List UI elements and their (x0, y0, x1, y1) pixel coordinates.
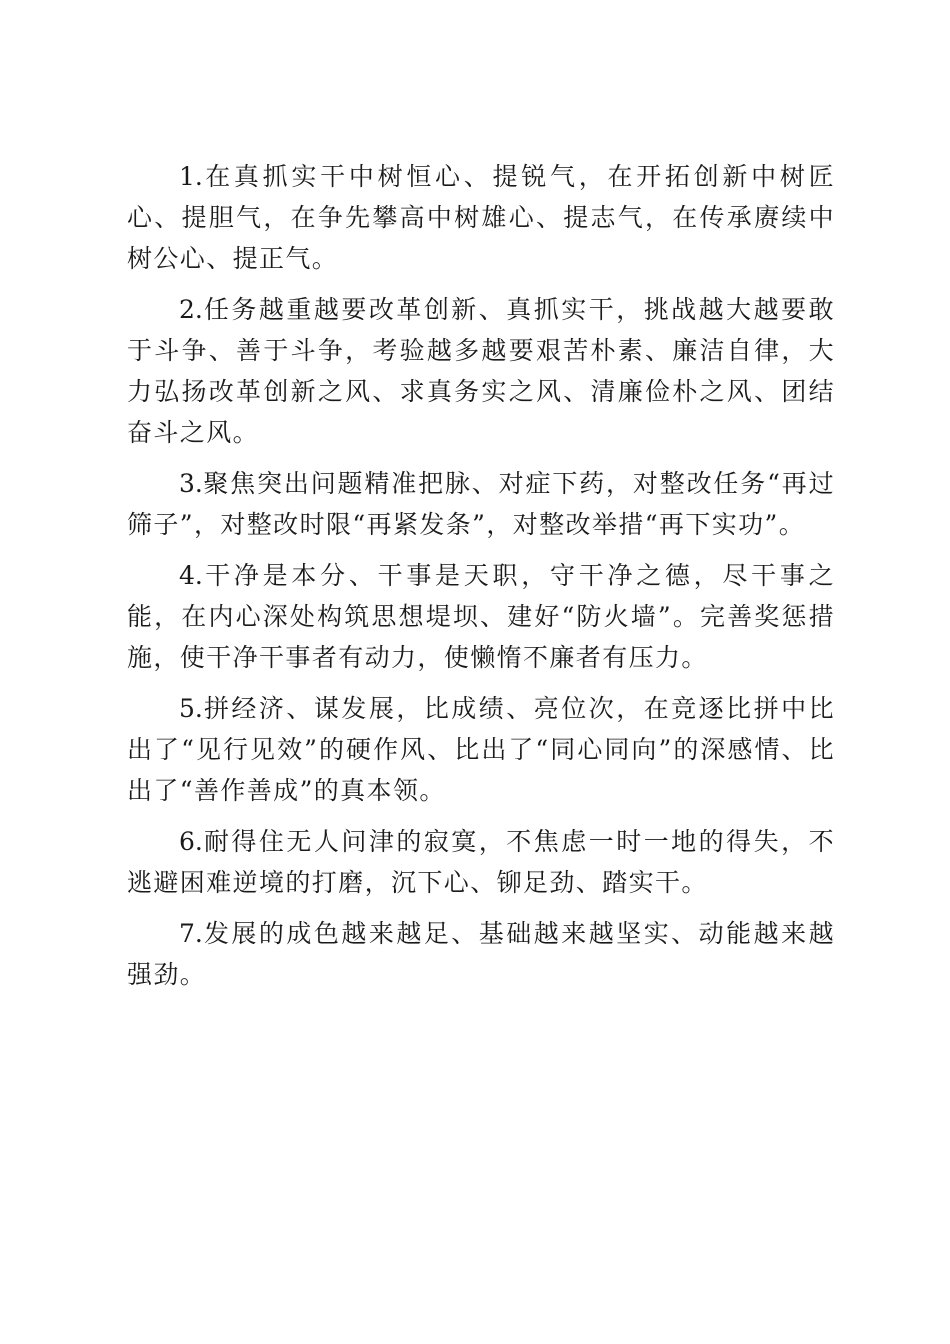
paragraph-text: 耐得住无人问津的寂寞，不焦虑一时一地的得失，不逃避困难逆境的打磨，沉下心、铆足劲、踏实干。 (127, 827, 835, 897)
paragraph-text: 聚焦突出问题精准把脉、对症下药，对整改任务“再过筛子”，对整改时限“再紧发条”，对整改举措“再下实功”。 (127, 469, 835, 539)
paragraph-3 (127, 463, 835, 545)
paragraph-text: 发展的成色越来越足、基础越来越坚实、动能越来越强劲。 (127, 919, 835, 989)
paragraph-text: 干净是本分、干事是天职，守干净之德，尽干事之能，在内心深处构筑思想堤坝、建好“防火墙”。完善奖惩措施，使干净干事者有动力，使懒惰不廉者有压力。 (127, 561, 835, 672)
paragraph-text: 在真抓实干中树恒心、提锐气，在开拓创新中树匠心、提胆气，在争先攀高中树雄心、提志气，在传承赓续中树公心、提正气。 (127, 162, 835, 273)
paragraph-text: 任务越重越要改革创新、真抓实干，挑战越大越要敢于斗争、善于斗争，考验越多越要艰苦朴素、廉洁自律，大力弘扬改革创新之风、求真务实之风、清廉俭朴之风、团结奋斗之风。 (127, 295, 835, 447)
paragraph-number: 2. (179, 295, 203, 324)
paragraph-text: 拼经济、谋发展，比成绩、亮位次，在竞逐比拼中比出了“见行见效”的硬作风、比出了“同心同向”的深感情、比出了“善作善成”的真本领。 (127, 694, 835, 805)
paragraph-4 (127, 555, 835, 678)
paragraph-1 (127, 156, 835, 279)
paragraph-7 (127, 913, 835, 995)
paragraph-number: 4. (179, 561, 203, 590)
document-body (127, 156, 835, 1005)
paragraph-number: 3. (179, 469, 203, 498)
paragraph-number: 6. (179, 827, 203, 856)
paragraph-number: 5. (179, 694, 203, 723)
paragraph-2 (127, 289, 835, 453)
paragraph-number: 7. (179, 919, 203, 948)
paragraph-number: 1. (179, 162, 203, 191)
paragraph-5 (127, 688, 835, 811)
paragraph-6 (127, 821, 835, 903)
